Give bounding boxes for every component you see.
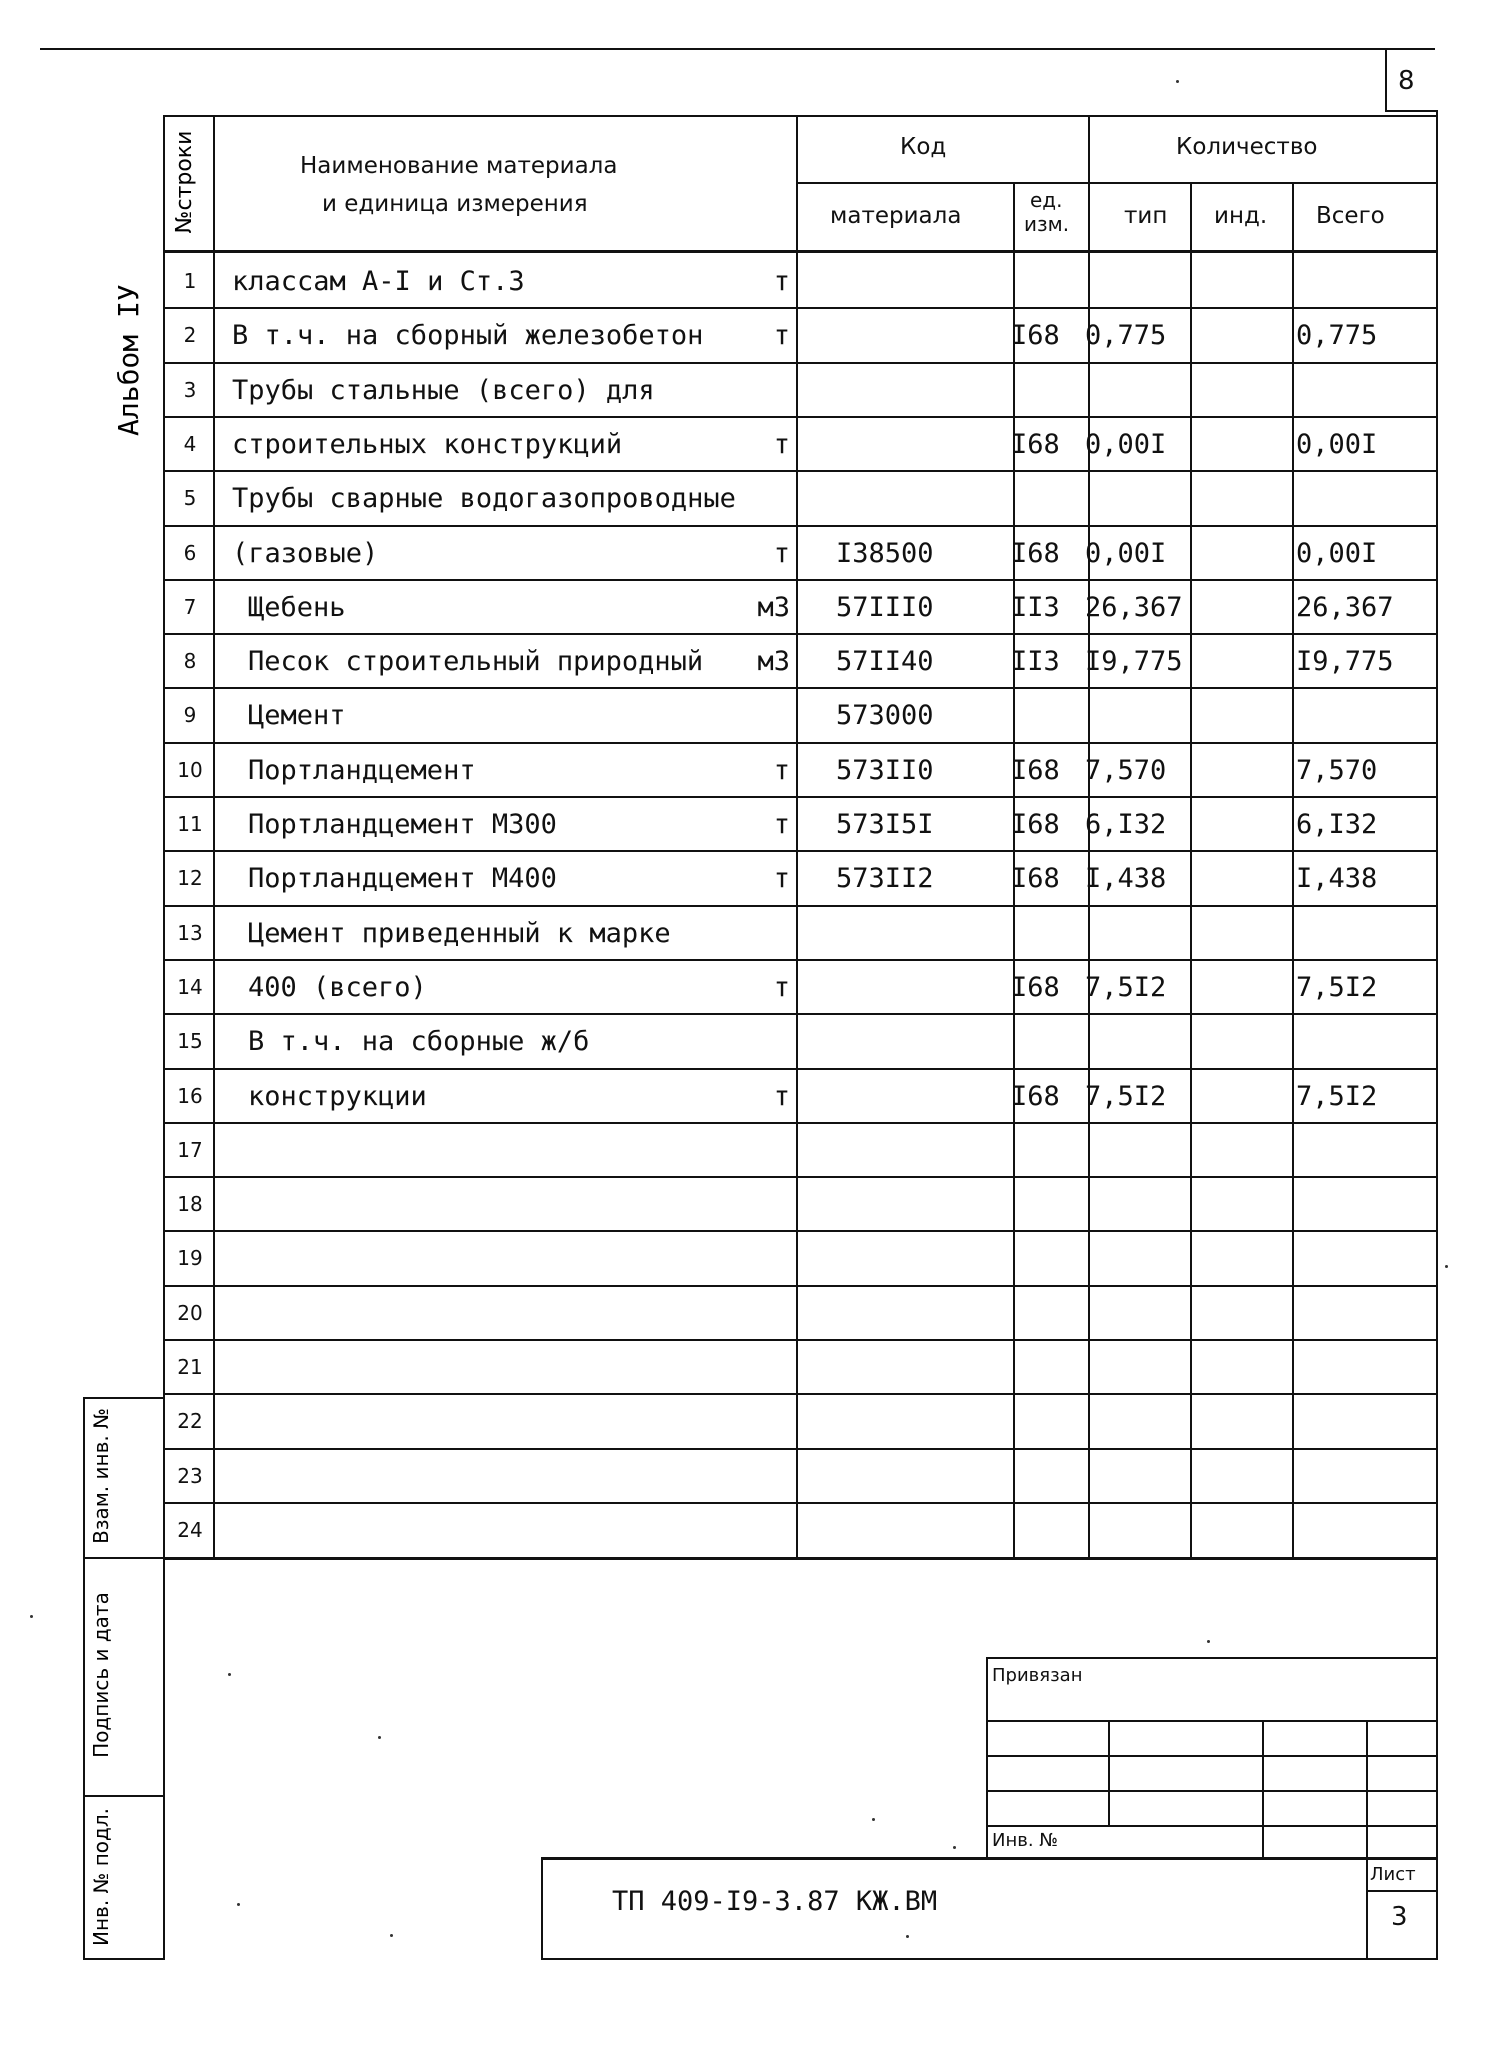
row-separator [163, 1013, 1436, 1015]
speck [872, 1818, 875, 1821]
row-separator [163, 687, 1436, 689]
cell-material-name: Песок строительный природный [248, 646, 704, 678]
cell-unit-code: I68 [1011, 428, 1060, 460]
cell-name-unit: т [773, 754, 790, 786]
cell-row-number: 12 [177, 866, 203, 891]
row-separator [163, 1339, 1436, 1341]
speck [390, 1934, 393, 1937]
cell-row-number: 10 [177, 757, 203, 782]
cell-name-unit: м3 [757, 591, 790, 623]
cell-material-name: 400 (всего) [248, 971, 427, 1003]
cell-qty-type: 0,00I [1085, 428, 1167, 460]
header-unit-1: ед. [1030, 188, 1063, 212]
cell-unit-code: I68 [1011, 1080, 1060, 1112]
cell-row-number: 19 [177, 1246, 203, 1271]
row-separator [163, 1285, 1436, 1287]
cell-row-number: 21 [177, 1355, 203, 1379]
cell-row-number: 4 [183, 431, 197, 456]
tb-inv-no-label: Инв. № [992, 1830, 1059, 1851]
table-left [163, 115, 165, 1960]
cell-qty-type: 6,I32 [1085, 809, 1167, 840]
cell-name-unit: т [773, 863, 790, 895]
side-inv-podl: Инв. № подл. [89, 1808, 113, 1946]
cell-name-unit: т [773, 537, 790, 569]
side-stamp-left [83, 1397, 85, 1960]
cell-row-number: 16 [177, 1083, 203, 1108]
cell-material-name: конструкции [248, 1080, 427, 1112]
row-separator [163, 850, 1436, 852]
cell-qty-total: 0,775 [1296, 320, 1378, 352]
cell-qty-type: 0,00I [1085, 537, 1167, 569]
album-label: Альбом IУ [112, 284, 145, 436]
tb-privyazan-left [986, 1657, 988, 1857]
header-material-name-1: Наименование материала [300, 153, 618, 179]
row-separator [163, 1448, 1436, 1450]
cell-unit-code: I68 [1011, 809, 1060, 840]
tb-main-bottom [541, 1958, 1436, 1960]
cell-material-code: 573II0 [836, 754, 934, 786]
cell-row-number: 9 [183, 703, 197, 728]
cell-qty-total: 7,5I2 [1296, 1080, 1378, 1112]
cell-material-name: В т.ч. на сборные ж/б [248, 1026, 590, 1058]
header-qty-total: Всего [1316, 203, 1385, 229]
cell-row-number: 23 [177, 1463, 203, 1488]
cell-qty-type: 7,570 [1085, 754, 1167, 786]
speck [30, 1615, 33, 1618]
row-separator [163, 362, 1436, 364]
tb-grid-v2 [1262, 1720, 1264, 1857]
row-separator [163, 1068, 1436, 1070]
cell-name-unit: т [773, 266, 790, 297]
cell-material-name: В т.ч. на сборный железобетон [232, 320, 704, 352]
cell-qty-total: I,438 [1296, 863, 1378, 895]
speck [1207, 1640, 1210, 1643]
header-qty-type: тип [1124, 203, 1168, 229]
row-separator [163, 1122, 1436, 1124]
speck [237, 1903, 240, 1906]
row-separator [163, 1176, 1436, 1178]
header-qty-ind: инд. [1214, 203, 1268, 229]
tb-grid-v3 [1366, 1720, 1368, 1960]
header-row-no: №строки [172, 130, 197, 234]
cell-material-name: Портландцемент М400 [248, 863, 557, 895]
row-separator [163, 1230, 1436, 1232]
cell-name-unit: т [773, 971, 790, 1003]
speck [378, 1736, 381, 1739]
row-separator [163, 470, 1436, 472]
cell-qty-type: 26,367 [1085, 591, 1183, 623]
cell-row-number: 24 [177, 1517, 203, 1542]
cell-material-name: Цемент приведенный к марке [248, 917, 671, 949]
cell-row-number: 1 [183, 269, 197, 293]
table-bottom [163, 1557, 1436, 1560]
cell-material-code: 57II40 [836, 646, 934, 678]
cell-material-name: Цемент [248, 700, 346, 732]
tb-grid-h2 [986, 1755, 1436, 1757]
cell-qty-type: I9,775 [1085, 646, 1183, 678]
row-separator [163, 579, 1436, 581]
cell-material-name: классам А-I и Ст.3 [232, 266, 525, 297]
cell-name-unit: т [773, 428, 790, 460]
cell-unit-code: II3 [1011, 591, 1060, 623]
row-separator [163, 796, 1436, 798]
tb-sheet-label: Лист [1370, 1864, 1416, 1885]
header-code: Код [900, 134, 947, 160]
cell-material-name: Щебень [248, 591, 346, 623]
cell-unit-code: I68 [1011, 537, 1060, 569]
cell-qty-total: 7,5I2 [1296, 971, 1378, 1003]
cell-row-number: 20 [177, 1300, 203, 1325]
cell-row-number: 6 [183, 540, 197, 565]
tb-main-left [541, 1857, 543, 1960]
cell-material-name: Трубы сварные водогазопроводные [232, 483, 736, 515]
tb-sheet-value: 3 [1391, 1902, 1408, 1932]
side-vzam-inv: Взам. инв. № [89, 1408, 113, 1544]
tb-privyazan-top [986, 1657, 1436, 1659]
row-separator [163, 742, 1436, 744]
header-code-material: материала [830, 203, 962, 229]
cell-row-number: 5 [183, 486, 197, 511]
cell-material-name: строительных конструкций [232, 428, 623, 460]
cell-row-number: 8 [183, 649, 197, 674]
speck [906, 1935, 909, 1938]
cell-row-number: 7 [183, 594, 197, 619]
row-separator [163, 1393, 1436, 1395]
cell-row-number: 13 [177, 920, 203, 945]
row-separator [163, 416, 1436, 418]
cell-row-number: 2 [183, 323, 197, 348]
tb-grid-h1 [986, 1720, 1436, 1722]
cell-material-name: Портландцемент [248, 754, 476, 786]
tb-doc-code: ТП 409-I9-3.87 КЖ.ВМ [612, 1886, 938, 1917]
tb-privyazan-label: Привязан [992, 1665, 1083, 1686]
speck [1445, 1265, 1448, 1268]
side-stamp-div-1 [83, 1557, 165, 1559]
right-border [1436, 110, 1438, 1960]
cell-qty-total: 6,I32 [1296, 809, 1378, 840]
row-separator [163, 905, 1436, 907]
top-rule [40, 48, 1435, 50]
cell-material-code: 573000 [836, 700, 934, 732]
cell-qty-type: 7,5I2 [1085, 1080, 1167, 1112]
cell-material-code: 57III0 [836, 591, 934, 623]
sheet-number: 8 [1398, 66, 1415, 96]
cell-unit-code: I68 [1011, 754, 1060, 786]
cell-row-number: 18 [177, 1192, 203, 1217]
side-signature-date: Подпись и дата [89, 1592, 113, 1758]
cell-unit-code: I68 [1011, 320, 1060, 352]
cell-row-number: 11 [177, 812, 203, 836]
cell-qty-total: I9,775 [1296, 646, 1394, 678]
cell-material-name: Портландцемент М300 [248, 809, 557, 840]
tb-main-top [541, 1857, 1436, 1860]
cell-name-unit: т [773, 1080, 790, 1112]
cell-qty-total: 7,570 [1296, 754, 1378, 786]
cell-material-code: I38500 [836, 537, 934, 569]
cell-material-code: 573II2 [836, 863, 934, 895]
row-separator [163, 307, 1436, 309]
cell-row-number: 17 [177, 1137, 203, 1162]
cell-qty-type: 7,5I2 [1085, 971, 1167, 1003]
speck [1176, 80, 1179, 83]
row-separator [163, 525, 1436, 527]
cell-name-unit: т [773, 809, 790, 840]
cell-material-name: (газовые) [232, 537, 379, 569]
cell-material-code: 573I5I [836, 809, 934, 840]
tb-grid-v1 [1108, 1720, 1110, 1825]
cell-qty-total: 0,00I [1296, 537, 1378, 569]
table-top [163, 115, 1436, 117]
cell-name-unit: т [773, 320, 790, 352]
tb-grid-h3 [986, 1790, 1436, 1792]
tb-grid-h4 [986, 1825, 1436, 1827]
sheet-number-box-bottom [1385, 110, 1438, 112]
row-separator [163, 959, 1436, 961]
cell-row-number: 22 [177, 1409, 203, 1434]
cell-qty-type: 0,775 [1085, 320, 1167, 352]
header-unit-2: изм. [1024, 212, 1070, 236]
cell-unit-code: I68 [1011, 863, 1060, 895]
cell-qty-type: I,438 [1085, 863, 1167, 895]
tb-sheet-divider [1366, 1890, 1436, 1892]
cell-row-number: 15 [177, 1029, 203, 1054]
col-line-type [1190, 183, 1192, 1557]
header-mid-line [796, 182, 1436, 184]
cell-qty-total: 26,367 [1296, 591, 1394, 623]
col-line-ind [1292, 183, 1294, 1557]
sheet-number-box-left [1385, 48, 1387, 110]
cell-unit-code: I68 [1011, 971, 1060, 1003]
speck [228, 1673, 231, 1676]
cell-row-number: 3 [183, 377, 197, 402]
cell-name-unit: м3 [757, 646, 790, 678]
row-separator [163, 633, 1436, 635]
header-bottom [163, 250, 1436, 253]
header-material-name-2: и единица измерения [322, 191, 588, 217]
cell-qty-total: 0,00I [1296, 428, 1378, 460]
side-stamp-bottom [83, 1958, 165, 1960]
row-separator [163, 1502, 1436, 1504]
cell-unit-code: II3 [1011, 646, 1060, 678]
cell-row-number: 14 [177, 974, 203, 999]
header-quantity: Количество [1176, 134, 1318, 160]
speck [953, 1846, 956, 1849]
cell-material-name: Трубы стальные (всего) для [232, 374, 655, 406]
